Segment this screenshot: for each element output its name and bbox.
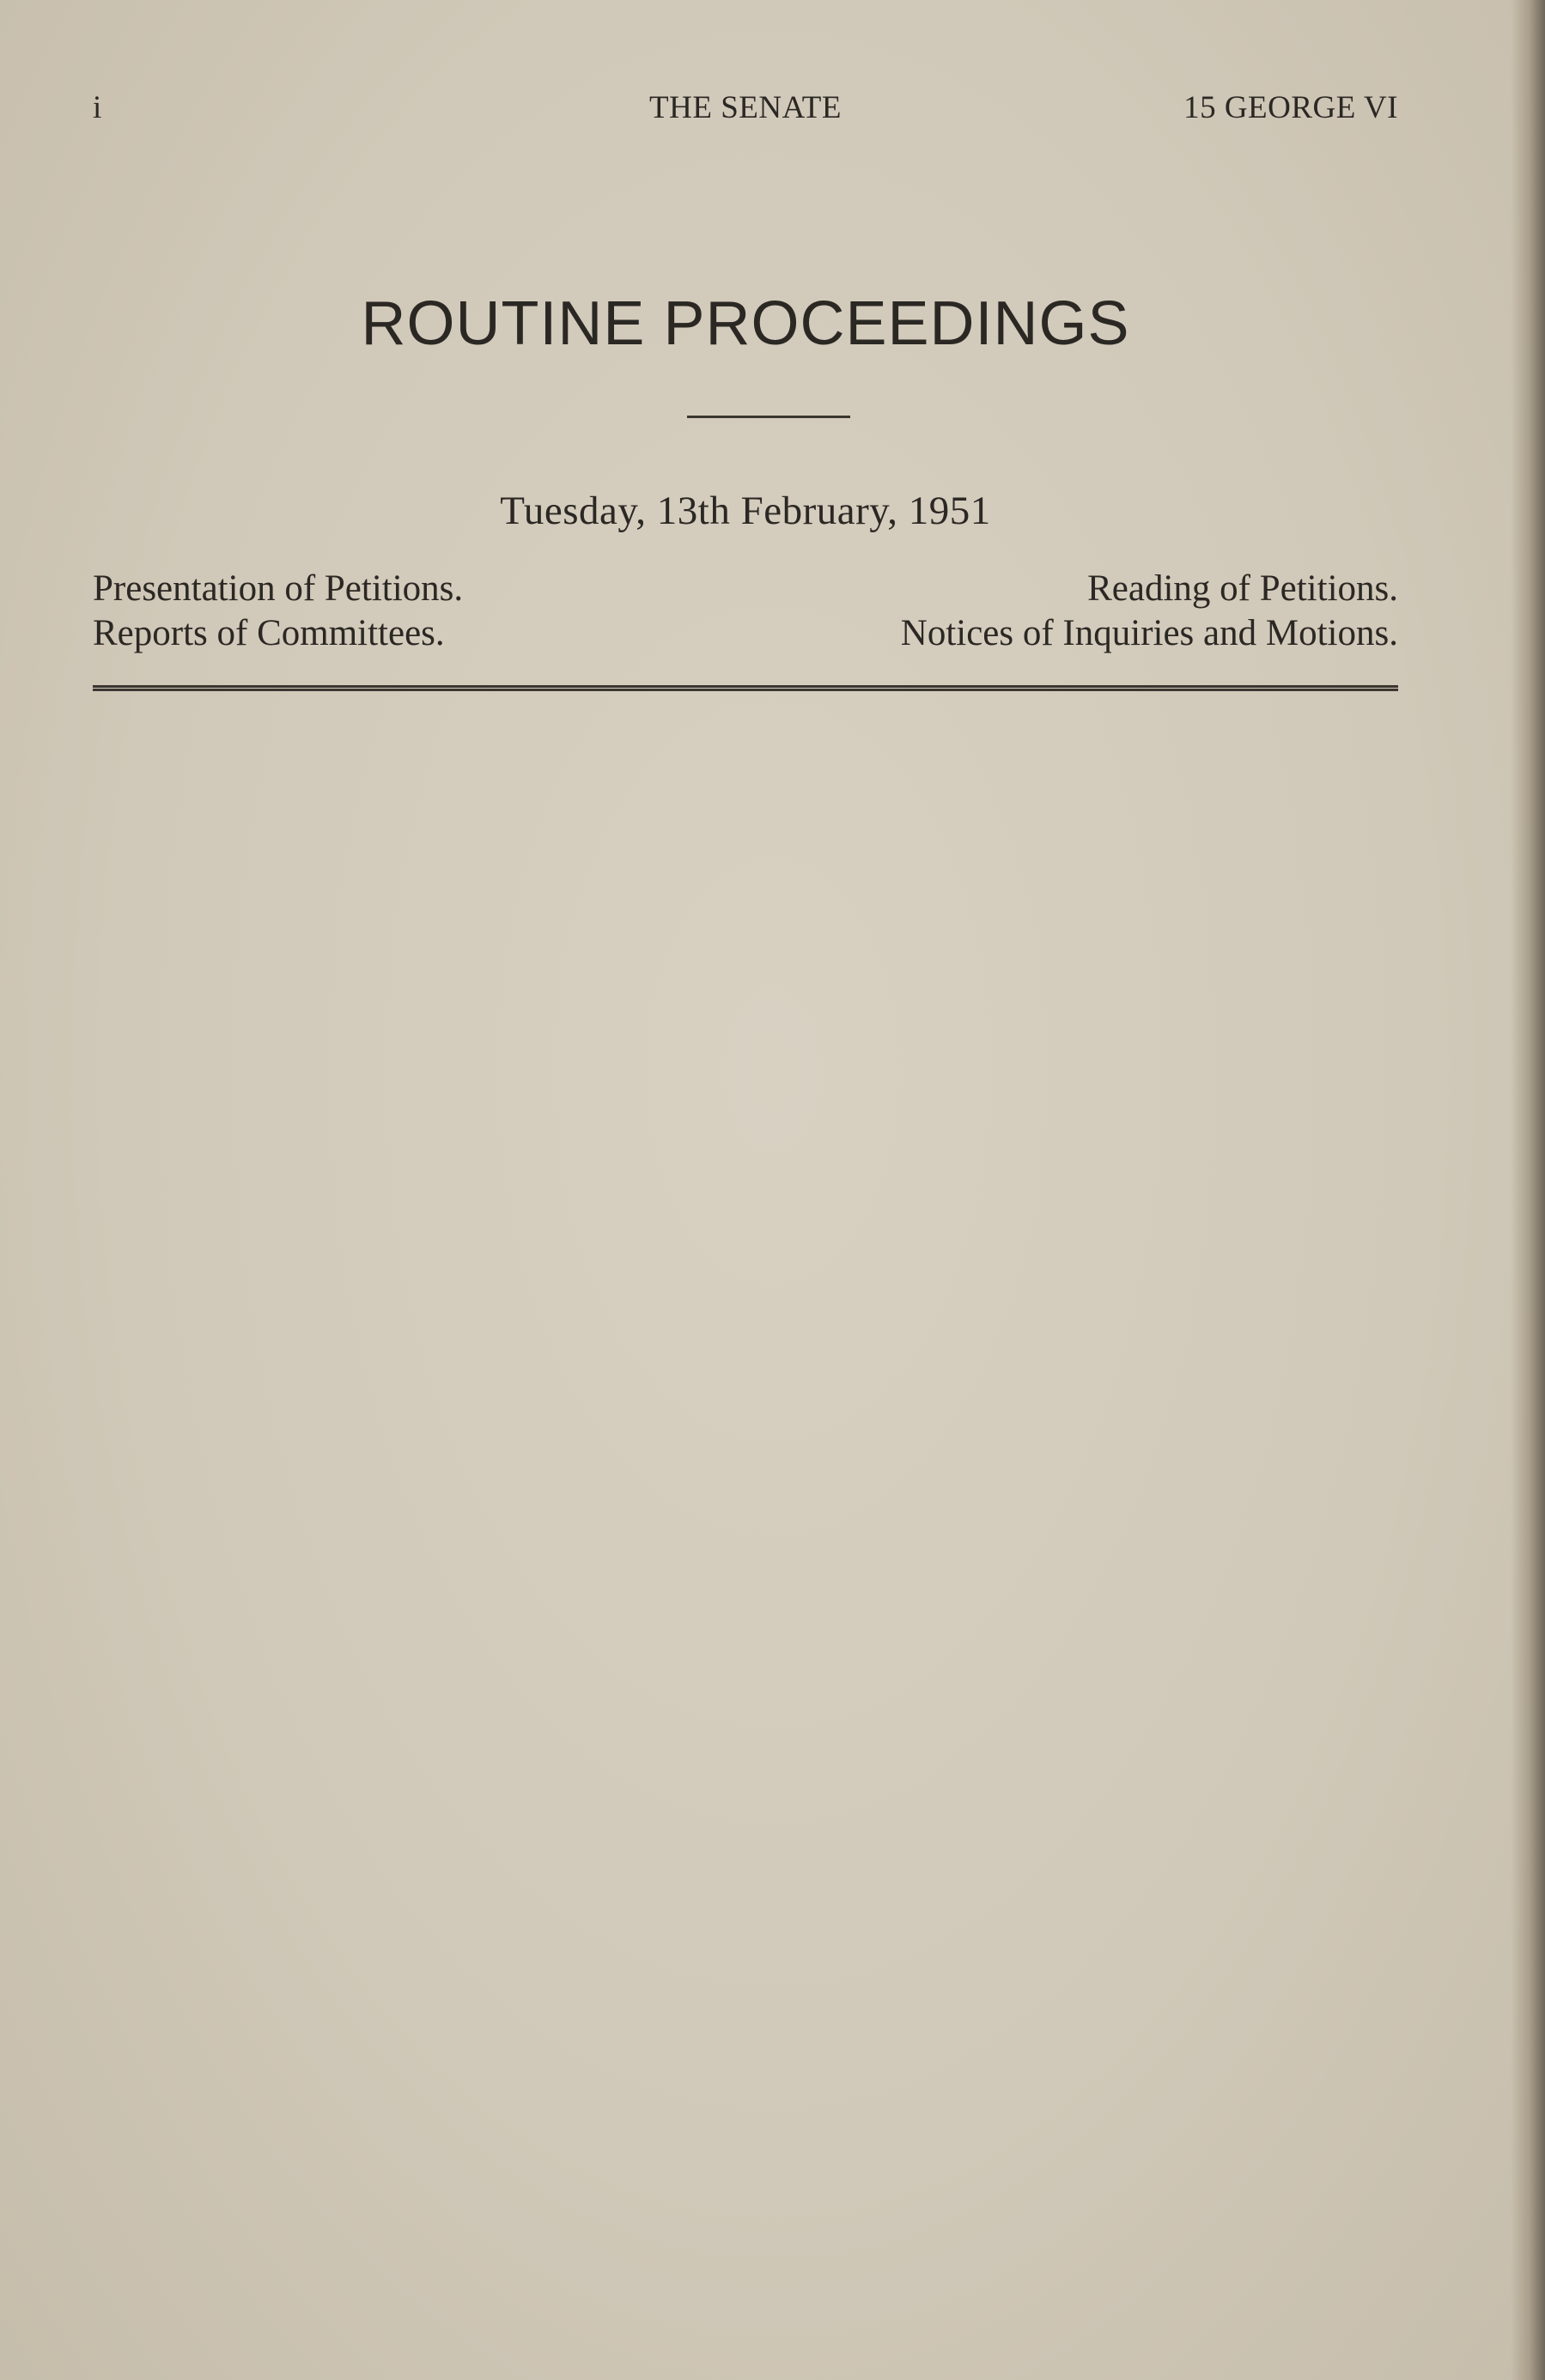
- title-rule: [687, 416, 850, 418]
- running-title: THE SENATE: [649, 90, 842, 125]
- routine-row: [93, 611, 1398, 656]
- page-title: ROUTINE PROCEEDINGS: [361, 289, 1130, 358]
- routine-list: [93, 567, 1398, 656]
- double-rule-divider: [93, 685, 1398, 691]
- routine-item: Presentation of Petitions.: [93, 568, 464, 609]
- routine-item: Notices of Inquiries and Motions.: [900, 613, 1398, 653]
- running-head: [93, 89, 1398, 131]
- routine-row: [93, 567, 1398, 611]
- regnal-year: 15 GEORGE VI: [1183, 90, 1398, 125]
- routine-item: Reports of Committees.: [93, 613, 445, 653]
- page-edge-shadow: [1511, 0, 1545, 2380]
- sitting-date: Tuesday, 13th February, 1951: [500, 489, 991, 533]
- routine-item: Reading of Petitions.: [1087, 568, 1398, 609]
- page-number: i: [93, 90, 102, 125]
